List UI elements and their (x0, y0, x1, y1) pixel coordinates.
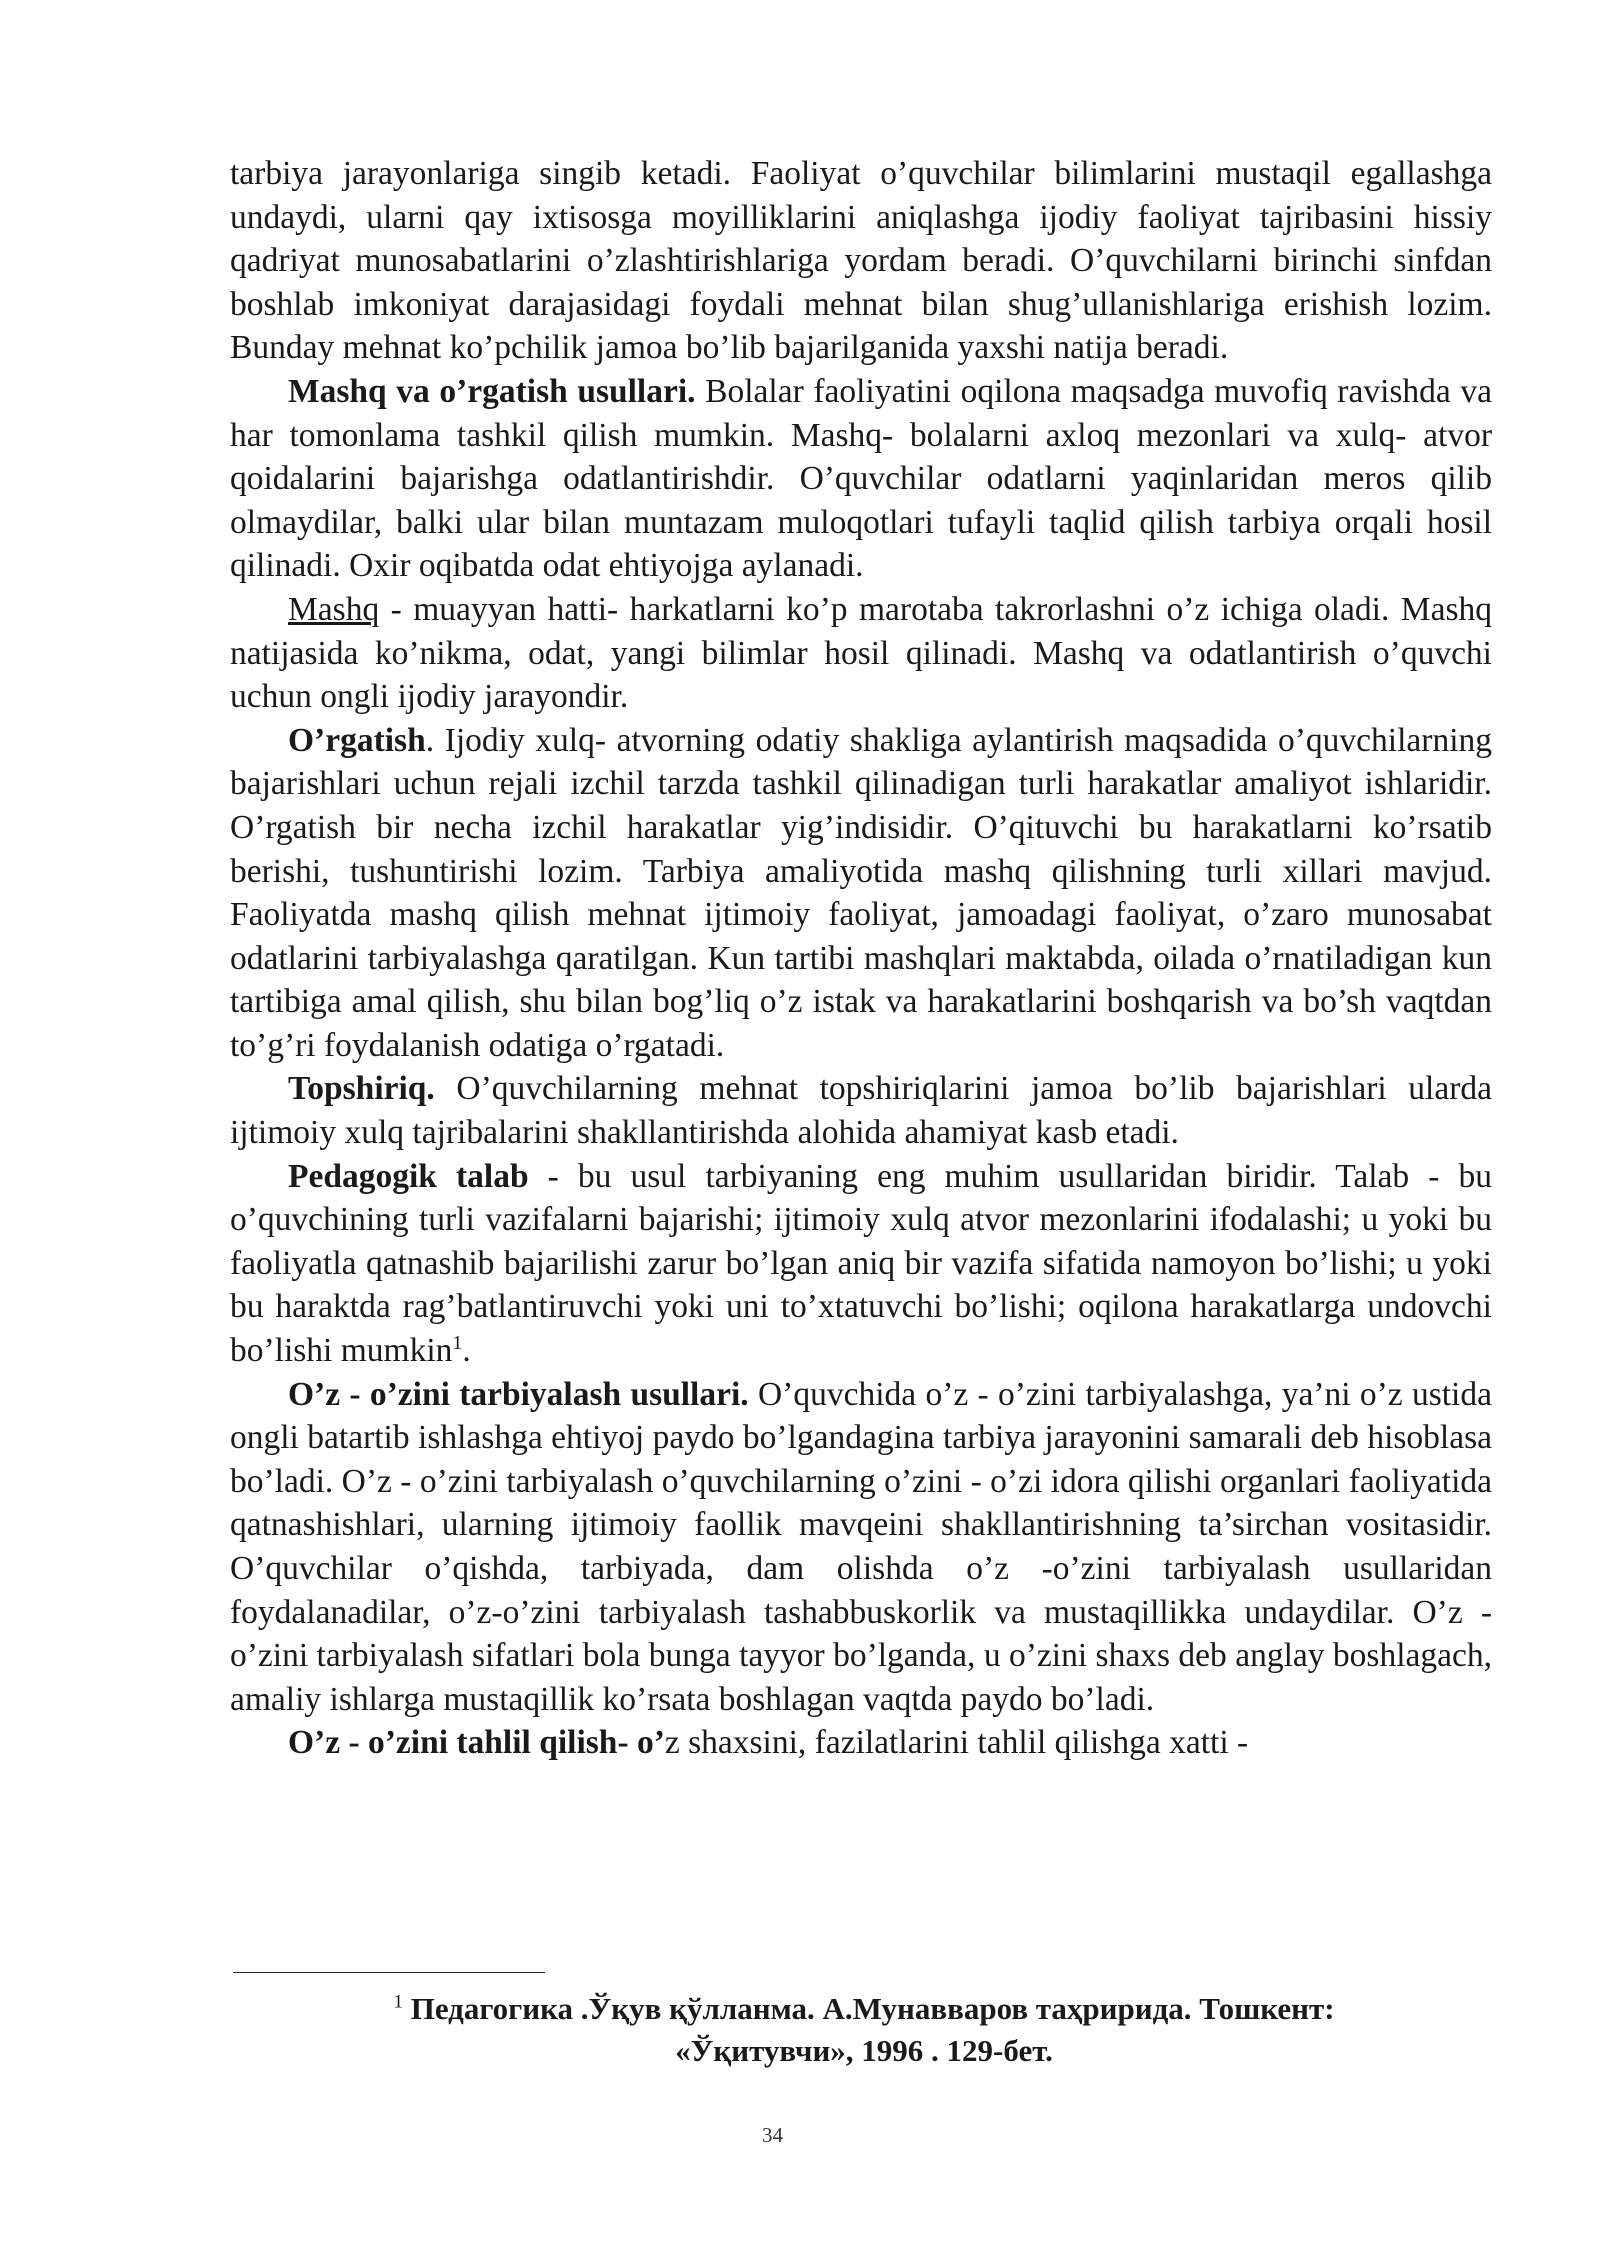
footnote-separator (233, 1972, 545, 1973)
section-heading: Topshiriq. (288, 1070, 435, 1108)
paragraph-text: O’quvchida o’z - o’zini tarbiyalashga, ya’ni o’z ustida ongli batartib ishlashga ehtiyoj paydo bo’lgandagina tarbiya jarayonini samarali deb hisoblasa bo’ladi. O’z - o’zini tarbiyalash o’quvchilarning o’zini - o’zi idora qilishi organlari faoliyatida qatnashishlari, ularning ijtimoiy faollik mavqeini shakllantirishning ta’sirchan vositasidir. O’quvchilar o’qishda, tarbiyada, dam olishda o’z -o’zini tarbiyalash usullaridan foydalanadilar, o’z-o’zini tarbiyalash tashabbuskorlik va mustaqillikka undaydilar. O’z - o’zini tarbiyalash sifatlari bola bunga tayyor bo’lganda, u o’zini shaxs deb anglay boshlagach, amaliy ishlarga mustaqillik ko’rsata boshlagan vaqtda paydo bo’ladi. (230, 1375, 1492, 1718)
footnote-line-1 (233, 1988, 1495, 2030)
paragraph-text: O’quvchilarning mehnat topshiriqlarini jamoa bo’lib bajarishlari ularda ijtimoiy xulq tajribalarini shakllantirishda alohida ahamiyat kasb etadi. (230, 1070, 1492, 1152)
body-text (230, 152, 1492, 1765)
paragraph-text: z shaxsini, fazilatlarini tahlil qilishga xatti - (664, 1724, 1249, 1762)
paragraph-intro (230, 152, 1492, 370)
section-heading: Mashq va o’rgatish usullari. (288, 372, 696, 410)
paragraph-topshiriq (230, 1067, 1492, 1154)
page-number: 34 (762, 2123, 783, 2147)
paragraph-text: Bolalar faoliyatini oqilona maqsadga muvofiq ravishda va har tomonlama tashkil qilish mumkin. Mashq- bolalarni axloq mezonlari va xulq- atvor qoidalarini bajarishga odatlantirishdir. O’quvchilar odatlarni yaqinlaridan meros qilib olmaydilar, balki ular bilan muntazam muloqotlari tufayli taqlid qilish tarbiya orqali hosil qilinadi. Oxir oqibatda odat ehtiyojga aylanadi. (230, 372, 1492, 585)
paragraph-mashq-definition (230, 588, 1492, 719)
footnote-line-2: «Ўқитувчи», 1996 . 129-бет. (675, 2033, 1053, 2068)
section-heading: O’z - o’zini tahlil qilish- o’ (288, 1724, 665, 1762)
paragraph-text: - bu usul tarbiyaning eng muhim usullaridan biridir. Talab - bu o’quvchining turli vazifalarni bajarishi; ijtimoiy xulq atvor mezonlarini ifodalashi; u yoki bu faoliyatla qatnashib bajarilishi zarur bo’lgan aniq bir vazifa sifatida namoyon bo’lishi; u yoki bu haraktda rag’batlantiruvchi yoki uni to’xtatuvchi bo’lishi; oqilona harakatlarga undovchi bo’lishi mumkin (230, 1157, 1492, 1370)
footnote-text: Педагогика .Ўқув қўлланма. А.Мунавваров таҳририда. Тошкент: (410, 1991, 1335, 2026)
paragraph-text-end: . (462, 1332, 471, 1370)
paragraph-oz-ozini-tarbiyalash (230, 1373, 1492, 1722)
paragraph-orgatish (230, 719, 1492, 1068)
paragraph-text: . Ijodiy xulq- atvorning odatiy shakliga aylantirish maqsadida o’quvchilarning bajarishlari uchun rejali izchil tarzda tashkil qilinadigan turli harakatlar amaliyot ishlaridir. O’rgatish bir necha izchil harakatlar yig’indisidir. O’qituvchi bu harakatlarni ko’rsatib berishi, tushuntirishi lozim. Tarbiya amaliyotida mashq qilishning turli xillari mavjud. Faoliyatda mashq qilish mehnat ijtimoiy faoliyat, jamoadagi faoliyat, o’zaro munosabat odatlarini tarbiyalashga qaratilgan. Kun tartibi mashqlari maktabda, oilada o’rnatiladigan kun tartibiga amal qilish, shu bilan bog’liq o’z istak va harakatlarini boshqarish va bo’sh vaqtdan to’g’ri foydalanish odatiga o’rgatadi. (230, 721, 1492, 1064)
paragraph-oz-ozini-tahlil (230, 1721, 1492, 1765)
section-heading: O’z - o’zini tarbiyalash usullari. (288, 1375, 749, 1413)
footnote-reference[interactable]: 1 (452, 1331, 463, 1354)
footnote (233, 1988, 1495, 2072)
paragraph-text: - muayyan hatti- harkatlarni ko’p marotaba takrorlashni o’z ichiga oladi. Mashq natijasida ko’nikma, odat, yangi bilimlar hosil qilinadi. Mashq va odatlantirish o’quvchi uchun ongli ijodiy jarayondir. (230, 590, 1492, 716)
paragraph-pedagogik-talab (230, 1155, 1492, 1373)
footnote-mark: 1 (393, 1991, 403, 2013)
underlined-term: Mashq (288, 590, 380, 628)
section-heading: O’rgatish (288, 721, 426, 759)
paragraph-mashq-orgatish (230, 370, 1492, 588)
section-heading: Pedagogik talab (288, 1157, 529, 1195)
paragraph-text: tarbiya jarayonlariga singib ketadi. Faoliyat o’quvchilar bilimlarini mustaqil egallashga undaydi, ularni qay ixtisosga moyilliklarini aniqlashga ijodiy faoliyat tajribasini hissiy qadriyat munosabatlarini o’zlashtirishlariga yordam beradi. O’quvchilarni birinchi sinfdan boshlab imkoniyat darajasidagi foydali mehnat bilan shug’ullanishlariga erishish lozim. Bunday mehnat ko’pchilik jamoa bo’lib bajarilganida yaxshi natija beradi. (230, 155, 1492, 367)
